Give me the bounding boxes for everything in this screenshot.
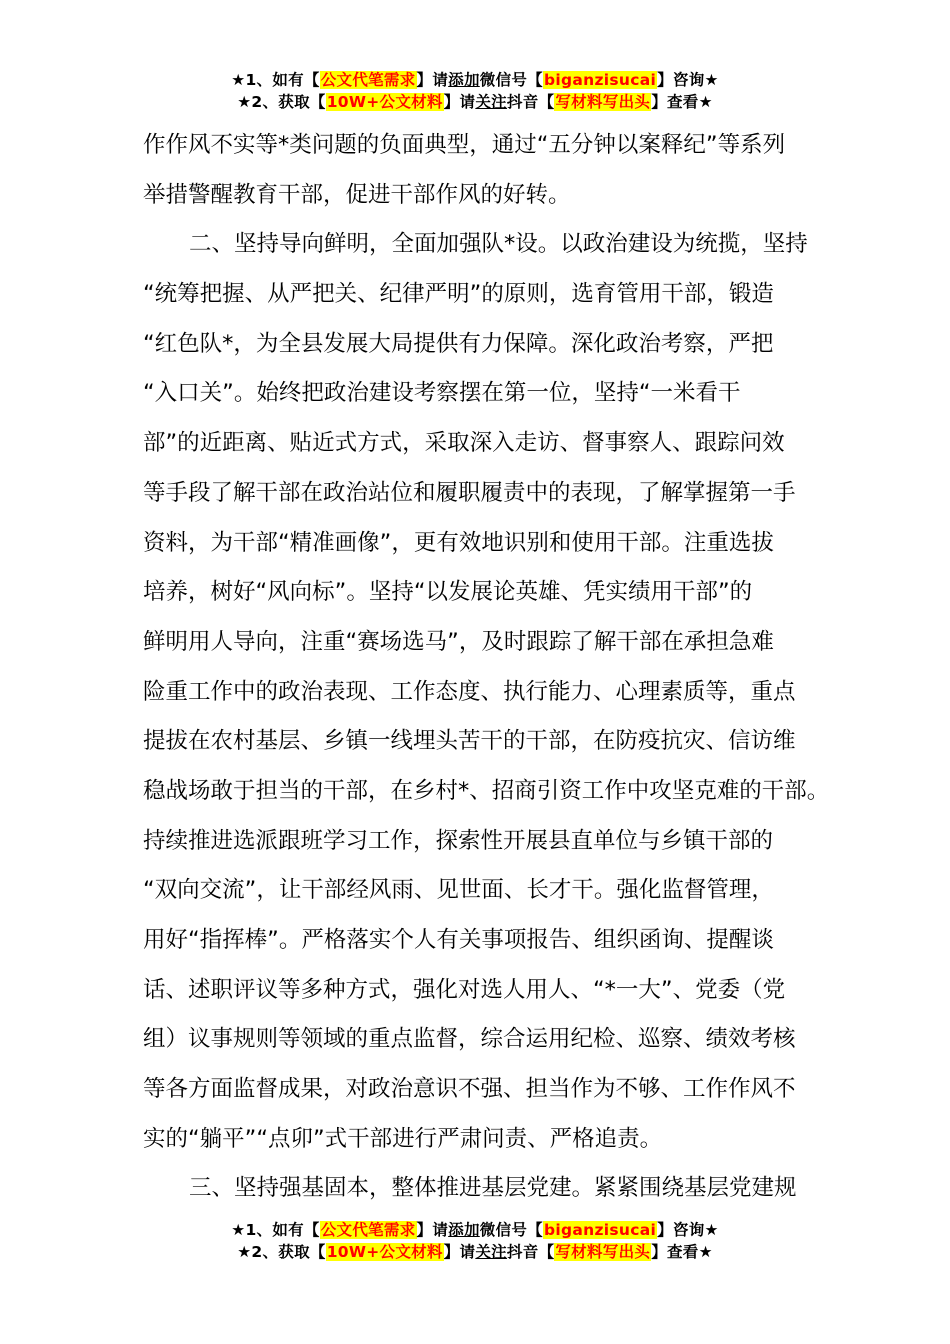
text-line: 部”的近距离、贴近式方式，采取深入走访、督事察人、跟踪问效 [143, 430, 785, 457]
banner-text: ★2、获取【 [237, 93, 326, 111]
banner-underline: 添加 [448, 71, 480, 89]
banner-underline: 关注 [475, 93, 507, 111]
banner-text: 】咨询★ [657, 1221, 719, 1239]
text-line: “双向交流”，让干部经风雨、见世面、长才干。强化监督管理， [143, 877, 774, 904]
banner-text: 】请 [416, 71, 449, 89]
text-line: 培养，树好“风向标”。坚持“以发展论英雄、凭实绩用干部”的 [143, 579, 753, 606]
banner-text: 】请 [416, 1221, 449, 1239]
banner-text: 】请 [443, 93, 476, 111]
banner-text: ★2、获取【 [237, 1243, 326, 1261]
text-line: 提拔在农村基层、乡镇一线埋头苦干的干部，在防疫抗灾、信访维 [143, 728, 796, 755]
text-line: 话、述职评议等多种方式，强化对选人用人、“*一大”、党委（党 [143, 976, 786, 1003]
banner-highlight: 公文代笔需求 [320, 1221, 416, 1239]
text-line: 持续推进选派跟班学习工作，探索性开展县直单位与乡镇干部的 [143, 827, 774, 854]
banner-underline: 关注 [475, 1243, 507, 1261]
banner-highlight: 10W+公文材料 [326, 93, 443, 111]
text-line: 等各方面监督成果，对政治意识不强、担当作为不够、工作作风不 [143, 1076, 796, 1103]
section-heading-line: 二、坚持导向鲜明，全面加强队*设。以政治建设为统揽，坚持 [189, 231, 808, 258]
text-line: 用好“指挥棒”。严格落实个人有关事项报告、组织函询、提醒谈 [143, 927, 774, 953]
banner-line-1 [0, 69, 950, 91]
text-line: 鲜明用人导向，注重“赛场选马”，及时跟踪了解干部在承担急难 [143, 628, 774, 655]
text-line: “入口关”。始终把政治建设考察摆在第一位，坚持“一米看干 [143, 380, 741, 407]
banner-text: 】咨询★ [657, 71, 719, 89]
header-banner [0, 69, 950, 113]
banner-highlight: 写材料写出头 [555, 1243, 651, 1261]
banner-highlight: 写材料写出头 [555, 93, 651, 111]
banner-text: 抖音【 [506, 1243, 555, 1261]
banner-text: 】查看★ [651, 1243, 713, 1261]
banner-text: ★1、如有【 [231, 1221, 320, 1239]
banner-underline: 添加 [448, 1221, 480, 1239]
text-line: 等手段了解干部在政治站位和履职履责中的表现，了解掌握第一手 [143, 479, 796, 506]
banner-line-2 [0, 91, 950, 113]
text-line: 作作风不实等*类问题的负面典型，通过“五分钟以案释纪”等系列 [143, 132, 786, 158]
banner-line-1 [0, 1219, 950, 1241]
text-line: 组）议事规则等领域的重点监督，综合运用纪检、巡察、绩效考核 [143, 1026, 796, 1053]
banner-text: 】查看★ [651, 93, 713, 111]
banner-text: 抖音【 [506, 93, 555, 111]
banner-text: ★1、如有【 [231, 71, 320, 89]
banner-highlight: biganzisucai [543, 71, 657, 89]
text-line: 举措警醒教育干部，促进干部作风的好转。 [143, 181, 571, 208]
text-line: “红色队*，为全县发展大局提供有力保障。深化政治考察，严把 [143, 330, 774, 357]
text-line: 险重工作中的政治表现、工作态度、执行能力、心理素质等，重点 [143, 678, 796, 705]
section-heading-line: 三、坚持强基固本，整体推进基层党建。紧紧围绕基层党建规 [189, 1175, 797, 1202]
text-line: 稳战场敢于担当的干部，在乡村*、招商引资工作中攻坚克难的干部。 [143, 777, 830, 804]
document-body [143, 121, 830, 1214]
banner-highlight: 10W+公文材料 [326, 1243, 443, 1261]
banner-highlight: 公文代笔需求 [320, 71, 416, 89]
text-line: “统筹把握、从严把关、纪律严明”的原则，选育管用干部，锻造 [143, 281, 774, 308]
banner-line-2 [0, 1241, 950, 1263]
banner-highlight: biganzisucai [543, 1221, 657, 1239]
footer-banner [0, 1219, 950, 1263]
text-line: 实的“躺平”“点卯”式干部进行严肃问责、严格追责。 [143, 1125, 663, 1152]
banner-text: 微信号【 [479, 1221, 543, 1239]
banner-text: 】请 [443, 1243, 476, 1261]
banner-text: 微信号【 [479, 71, 543, 89]
text-line: 资料，为干部“精准画像”，更有效地识别和使用干部。注重选拔 [143, 529, 774, 556]
